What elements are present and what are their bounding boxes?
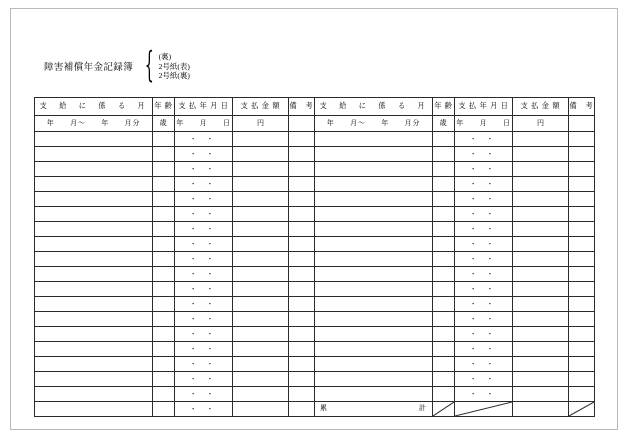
cell-payment-period[interactable] <box>315 387 433 402</box>
subheader-age-unit: 歳 <box>153 116 175 132</box>
cell-amount[interactable] <box>233 252 289 267</box>
cell-amount[interactable] <box>233 312 289 327</box>
cell-remarks[interactable] <box>569 282 595 297</box>
cell-remarks[interactable] <box>289 357 315 372</box>
header-age: 年 齢 <box>433 98 455 116</box>
cell-amount[interactable] <box>513 147 569 162</box>
cell-remarks[interactable] <box>569 177 595 192</box>
cell-remarks[interactable] <box>289 282 315 297</box>
cell-age[interactable] <box>153 327 175 342</box>
cell-amount[interactable] <box>513 387 569 402</box>
table-row[interactable] <box>35 387 595 402</box>
cell-payment-period[interactable] <box>35 267 153 282</box>
cell-payment-period[interactable] <box>315 297 433 312</box>
cell-remarks[interactable] <box>289 327 315 342</box>
header-age: 年 齢 <box>153 98 175 116</box>
cell-age[interactable] <box>153 282 175 297</box>
cell-payment-period[interactable] <box>35 132 153 147</box>
brace-item: 2号紙(表) <box>158 61 190 71</box>
brace-group <box>141 46 190 87</box>
cell-remarks[interactable] <box>289 222 315 237</box>
cell-remarks[interactable] <box>289 342 315 357</box>
cell-amount[interactable] <box>513 282 569 297</box>
cell-amount[interactable] <box>513 327 569 342</box>
cell-remarks[interactable] <box>569 357 595 372</box>
header-remarks: 備 考 <box>569 98 595 116</box>
subheader-date-units: 年 月 日 <box>455 116 513 132</box>
cell-age[interactable] <box>433 132 455 147</box>
cell-age[interactable] <box>433 192 455 207</box>
cell-amount[interactable] <box>513 252 569 267</box>
subheader-period-range: 年 月～ 年 月分 <box>35 116 153 132</box>
cell-payment-date[interactable]: ・ ・ <box>455 312 513 327</box>
cell-payment-period[interactable] <box>35 297 153 312</box>
table-row[interactable] <box>35 237 595 252</box>
cell-amount[interactable] <box>233 282 289 297</box>
cell-age[interactable] <box>153 132 175 147</box>
cell-age[interactable] <box>433 162 455 177</box>
cell-payment-period[interactable] <box>315 132 433 147</box>
total-strike-age <box>433 402 455 417</box>
cell-remarks[interactable] <box>569 387 595 402</box>
table-total-row[interactable] <box>35 402 595 417</box>
cell-payment-date[interactable]: ・ ・ <box>175 252 233 267</box>
cell-remarks[interactable] <box>569 297 595 312</box>
cell-amount[interactable] <box>233 387 289 402</box>
cell-amount[interactable] <box>233 372 289 387</box>
cell-remarks[interactable] <box>289 387 315 402</box>
cell-payment-date[interactable]: ・ ・ <box>455 342 513 357</box>
cell-payment-period[interactable] <box>315 222 433 237</box>
cell-age[interactable] <box>433 327 455 342</box>
cell-amount[interactable] <box>513 357 569 372</box>
left-brace-icon: { <box>144 46 154 87</box>
cell-payment-date[interactable]: ・ ・ <box>455 297 513 312</box>
subheader-age-unit: 歳 <box>433 116 455 132</box>
cell-payment-date[interactable]: ・ ・ <box>175 282 233 297</box>
cell-remarks[interactable] <box>289 237 315 252</box>
table-row[interactable] <box>35 252 595 267</box>
cell-age[interactable] <box>433 372 455 387</box>
cell-payment-date[interactable]: ・ ・ <box>455 192 513 207</box>
ledger-table <box>34 97 595 417</box>
cell-age[interactable] <box>153 297 175 312</box>
cell-payment-date[interactable]: ・ ・ <box>455 162 513 177</box>
cell-payment-date[interactable]: ・ ・ <box>175 237 233 252</box>
cell-age[interactable] <box>153 177 175 192</box>
cell-age[interactable] <box>433 342 455 357</box>
cell-payment-period[interactable] <box>315 147 433 162</box>
cell-age[interactable] <box>433 357 455 372</box>
cell-payment-period[interactable] <box>35 192 153 207</box>
cell-age[interactable] <box>433 207 455 222</box>
cell-amount[interactable] <box>513 177 569 192</box>
cell-payment-date[interactable]: ・ ・ <box>455 237 513 252</box>
table-subheader-row <box>35 116 595 132</box>
cell-remarks[interactable] <box>569 132 595 147</box>
cell-payment-period[interactable] <box>35 207 153 222</box>
cell-remarks[interactable] <box>569 162 595 177</box>
cell-age[interactable] <box>433 282 455 297</box>
cell-remarks[interactable] <box>289 162 315 177</box>
cell-age[interactable] <box>433 222 455 237</box>
cell-payment-period[interactable] <box>35 357 153 372</box>
cell-remarks[interactable] <box>569 252 595 267</box>
cell-remarks[interactable] <box>569 192 595 207</box>
brace-item: (裏) <box>158 52 172 61</box>
header-payment-period: 支 給 に 係 る 月 <box>35 98 153 116</box>
cell-payment-date[interactable]: ・ ・ <box>455 222 513 237</box>
cell-payment-period[interactable] <box>315 177 433 192</box>
cell-remarks[interactable] <box>569 372 595 387</box>
cell-payment-date[interactable]: ・ ・ <box>175 132 233 147</box>
subheader-amount-unit: 円 <box>513 116 569 132</box>
cell-payment-period[interactable] <box>315 312 433 327</box>
cell-age[interactable] <box>153 372 175 387</box>
table-row[interactable] <box>35 327 595 342</box>
cell-payment-date[interactable]: ・ ・ <box>455 177 513 192</box>
cell-amount[interactable] <box>233 192 289 207</box>
cell-amount[interactable] <box>233 327 289 342</box>
cell-age[interactable] <box>433 252 455 267</box>
cell-age[interactable] <box>153 387 175 402</box>
cell-payment-date[interactable]: ・ ・ <box>175 162 233 177</box>
table-row[interactable] <box>35 177 595 192</box>
total-cell-age[interactable] <box>153 402 175 417</box>
cell-age[interactable] <box>153 222 175 237</box>
cell-amount[interactable] <box>513 222 569 237</box>
cell-payment-date[interactable]: ・ ・ <box>175 342 233 357</box>
cell-amount[interactable] <box>233 177 289 192</box>
table-row[interactable] <box>35 222 595 237</box>
cell-amount[interactable] <box>513 132 569 147</box>
table-row[interactable] <box>35 372 595 387</box>
cell-remarks[interactable] <box>569 147 595 162</box>
cell-remarks[interactable] <box>569 207 595 222</box>
cell-payment-period[interactable] <box>315 267 433 282</box>
cell-age[interactable] <box>433 312 455 327</box>
cell-payment-period[interactable] <box>35 147 153 162</box>
cell-age[interactable] <box>153 192 175 207</box>
cell-remarks[interactable] <box>569 327 595 342</box>
cell-payment-date[interactable]: ・ ・ <box>455 357 513 372</box>
cell-payment-date[interactable]: ・ ・ <box>175 177 233 192</box>
cell-amount[interactable] <box>233 237 289 252</box>
cell-payment-period[interactable] <box>315 342 433 357</box>
cell-remarks[interactable] <box>569 312 595 327</box>
cell-payment-date[interactable]: ・ ・ <box>175 192 233 207</box>
cell-remarks[interactable] <box>289 147 315 162</box>
header-remarks: 備 考 <box>289 98 315 116</box>
cell-amount[interactable] <box>513 297 569 312</box>
cell-payment-period[interactable] <box>315 252 433 267</box>
cell-payment-period[interactable] <box>35 222 153 237</box>
cell-age[interactable] <box>153 312 175 327</box>
table-row[interactable] <box>35 207 595 222</box>
cell-amount[interactable] <box>513 372 569 387</box>
table-row[interactable] <box>35 132 595 147</box>
cell-payment-period[interactable] <box>315 282 433 297</box>
cell-payment-period[interactable] <box>35 282 153 297</box>
subheader-amount-unit: 円 <box>233 116 289 132</box>
cell-payment-date[interactable]: ・ ・ <box>175 297 233 312</box>
cell-payment-period[interactable] <box>35 162 153 177</box>
cell-age[interactable] <box>153 162 175 177</box>
table-row[interactable] <box>35 267 595 282</box>
cell-payment-date[interactable]: ・ ・ <box>175 147 233 162</box>
subheader-remarks <box>569 116 595 132</box>
cell-payment-date[interactable]: ・ ・ <box>455 207 513 222</box>
cell-payment-date[interactable]: ・ ・ <box>455 372 513 387</box>
cell-age[interactable] <box>153 342 175 357</box>
cell-remarks[interactable] <box>569 267 595 282</box>
cell-age[interactable] <box>153 267 175 282</box>
cell-payment-period[interactable] <box>35 177 153 192</box>
cell-payment-period[interactable] <box>315 357 433 372</box>
cell-payment-date[interactable]: ・ ・ <box>175 222 233 237</box>
cell-amount[interactable] <box>233 162 289 177</box>
cell-age[interactable] <box>433 177 455 192</box>
cell-payment-date[interactable]: ・ ・ <box>455 147 513 162</box>
cell-payment-date[interactable]: ・ ・ <box>455 327 513 342</box>
table-row[interactable] <box>35 312 595 327</box>
cell-amount[interactable] <box>513 342 569 357</box>
cell-age[interactable] <box>153 207 175 222</box>
cell-payment-date[interactable]: ・ ・ <box>175 357 233 372</box>
header-payment-date: 支 払 年 月 日 <box>175 98 233 116</box>
cell-amount[interactable] <box>513 192 569 207</box>
cell-payment-date[interactable]: ・ ・ <box>175 372 233 387</box>
total-cell-amount[interactable] <box>233 402 289 417</box>
total-strike-remarks <box>569 402 595 417</box>
brace-item-list <box>159 52 190 81</box>
cell-amount[interactable] <box>233 267 289 282</box>
cell-amount[interactable] <box>513 162 569 177</box>
cell-age[interactable] <box>433 297 455 312</box>
cell-payment-period[interactable] <box>35 237 153 252</box>
cell-payment-period[interactable] <box>35 372 153 387</box>
brace-item: 2号紙(裏) <box>158 71 190 80</box>
cell-amount[interactable] <box>233 147 289 162</box>
cell-remarks[interactable] <box>289 252 315 267</box>
cell-amount[interactable] <box>233 207 289 222</box>
cell-payment-date[interactable]: ・ ・ <box>175 312 233 327</box>
cell-remarks[interactable] <box>289 372 315 387</box>
table-row[interactable] <box>35 357 595 372</box>
cell-age[interactable] <box>153 147 175 162</box>
total-label-right: 計 <box>419 404 426 412</box>
table-row[interactable] <box>35 147 595 162</box>
cell-remarks[interactable] <box>289 312 315 327</box>
cell-age[interactable] <box>433 237 455 252</box>
cell-remarks[interactable] <box>289 192 315 207</box>
table-row[interactable] <box>35 192 595 207</box>
cell-payment-period[interactable] <box>35 312 153 327</box>
table-row[interactable] <box>35 282 595 297</box>
cell-payment-date[interactable]: ・ ・ <box>175 267 233 282</box>
total-strike-date <box>455 402 513 417</box>
cell-payment-period[interactable] <box>315 207 433 222</box>
cell-payment-date[interactable]: ・ ・ <box>455 267 513 282</box>
cell-remarks[interactable] <box>289 267 315 282</box>
total-cell-payment-date[interactable]: ・ ・ <box>175 402 233 417</box>
header-payment-date: 支 払 年 月 日 <box>455 98 513 116</box>
table-header-row <box>35 98 595 116</box>
title-block <box>44 46 190 87</box>
cell-payment-date[interactable]: ・ ・ <box>455 282 513 297</box>
total-cell-remarks[interactable] <box>289 402 315 417</box>
cell-age[interactable] <box>153 252 175 267</box>
total-label-cell <box>315 402 433 417</box>
cell-amount[interactable] <box>233 342 289 357</box>
cell-amount[interactable] <box>233 357 289 372</box>
header-payment-period: 支 給 に 係 る 月 <box>315 98 433 116</box>
cell-payment-date[interactable]: ・ ・ <box>455 132 513 147</box>
cell-payment-period[interactable] <box>315 237 433 252</box>
table-row[interactable] <box>35 342 595 357</box>
cell-amount[interactable] <box>233 297 289 312</box>
subheader-remarks <box>289 116 315 132</box>
total-cell-payment-period[interactable] <box>35 402 153 417</box>
cell-age[interactable] <box>433 267 455 282</box>
cell-payment-date[interactable]: ・ ・ <box>455 252 513 267</box>
cell-payment-period[interactable] <box>315 327 433 342</box>
subheader-date-units: 年 月 日 <box>175 116 233 132</box>
cell-age[interactable] <box>433 387 455 402</box>
cell-payment-date[interactable]: ・ ・ <box>175 387 233 402</box>
cell-remarks[interactable] <box>289 207 315 222</box>
cell-age[interactable] <box>433 147 455 162</box>
cell-payment-period[interactable] <box>315 372 433 387</box>
total-label-left: 累 <box>320 404 327 412</box>
header-amount: 支 払 金 額 <box>233 98 289 116</box>
cell-payment-period[interactable] <box>315 192 433 207</box>
table-row[interactable] <box>35 162 595 177</box>
cell-amount[interactable] <box>513 267 569 282</box>
cell-remarks[interactable] <box>289 297 315 312</box>
cell-amount[interactable] <box>513 207 569 222</box>
cell-payment-date[interactable]: ・ ・ <box>175 207 233 222</box>
cell-age[interactable] <box>153 237 175 252</box>
cell-remarks[interactable] <box>289 177 315 192</box>
table-row[interactable] <box>35 297 595 312</box>
cell-amount[interactable] <box>233 132 289 147</box>
page-title: 障害補償年金記録簿 <box>44 63 134 74</box>
cell-payment-period[interactable] <box>35 342 153 357</box>
header-amount: 支 払 金 額 <box>513 98 569 116</box>
cell-amount[interactable] <box>233 222 289 237</box>
cell-amount[interactable] <box>513 237 569 252</box>
cell-age[interactable] <box>153 357 175 372</box>
cell-payment-date[interactable]: ・ ・ <box>175 327 233 342</box>
cell-payment-period[interactable] <box>315 162 433 177</box>
cell-amount[interactable] <box>513 312 569 327</box>
cell-remarks[interactable] <box>569 237 595 252</box>
cell-payment-period[interactable] <box>35 327 153 342</box>
total-cell-amount-right[interactable] <box>513 402 569 417</box>
cell-payment-period[interactable] <box>35 252 153 267</box>
subheader-period-range: 年 月～ 年 月分 <box>315 116 433 132</box>
cell-payment-period[interactable] <box>35 387 153 402</box>
cell-remarks[interactable] <box>569 222 595 237</box>
cell-remarks[interactable] <box>569 342 595 357</box>
cell-payment-date[interactable]: ・ ・ <box>455 387 513 402</box>
cell-remarks[interactable] <box>289 132 315 147</box>
